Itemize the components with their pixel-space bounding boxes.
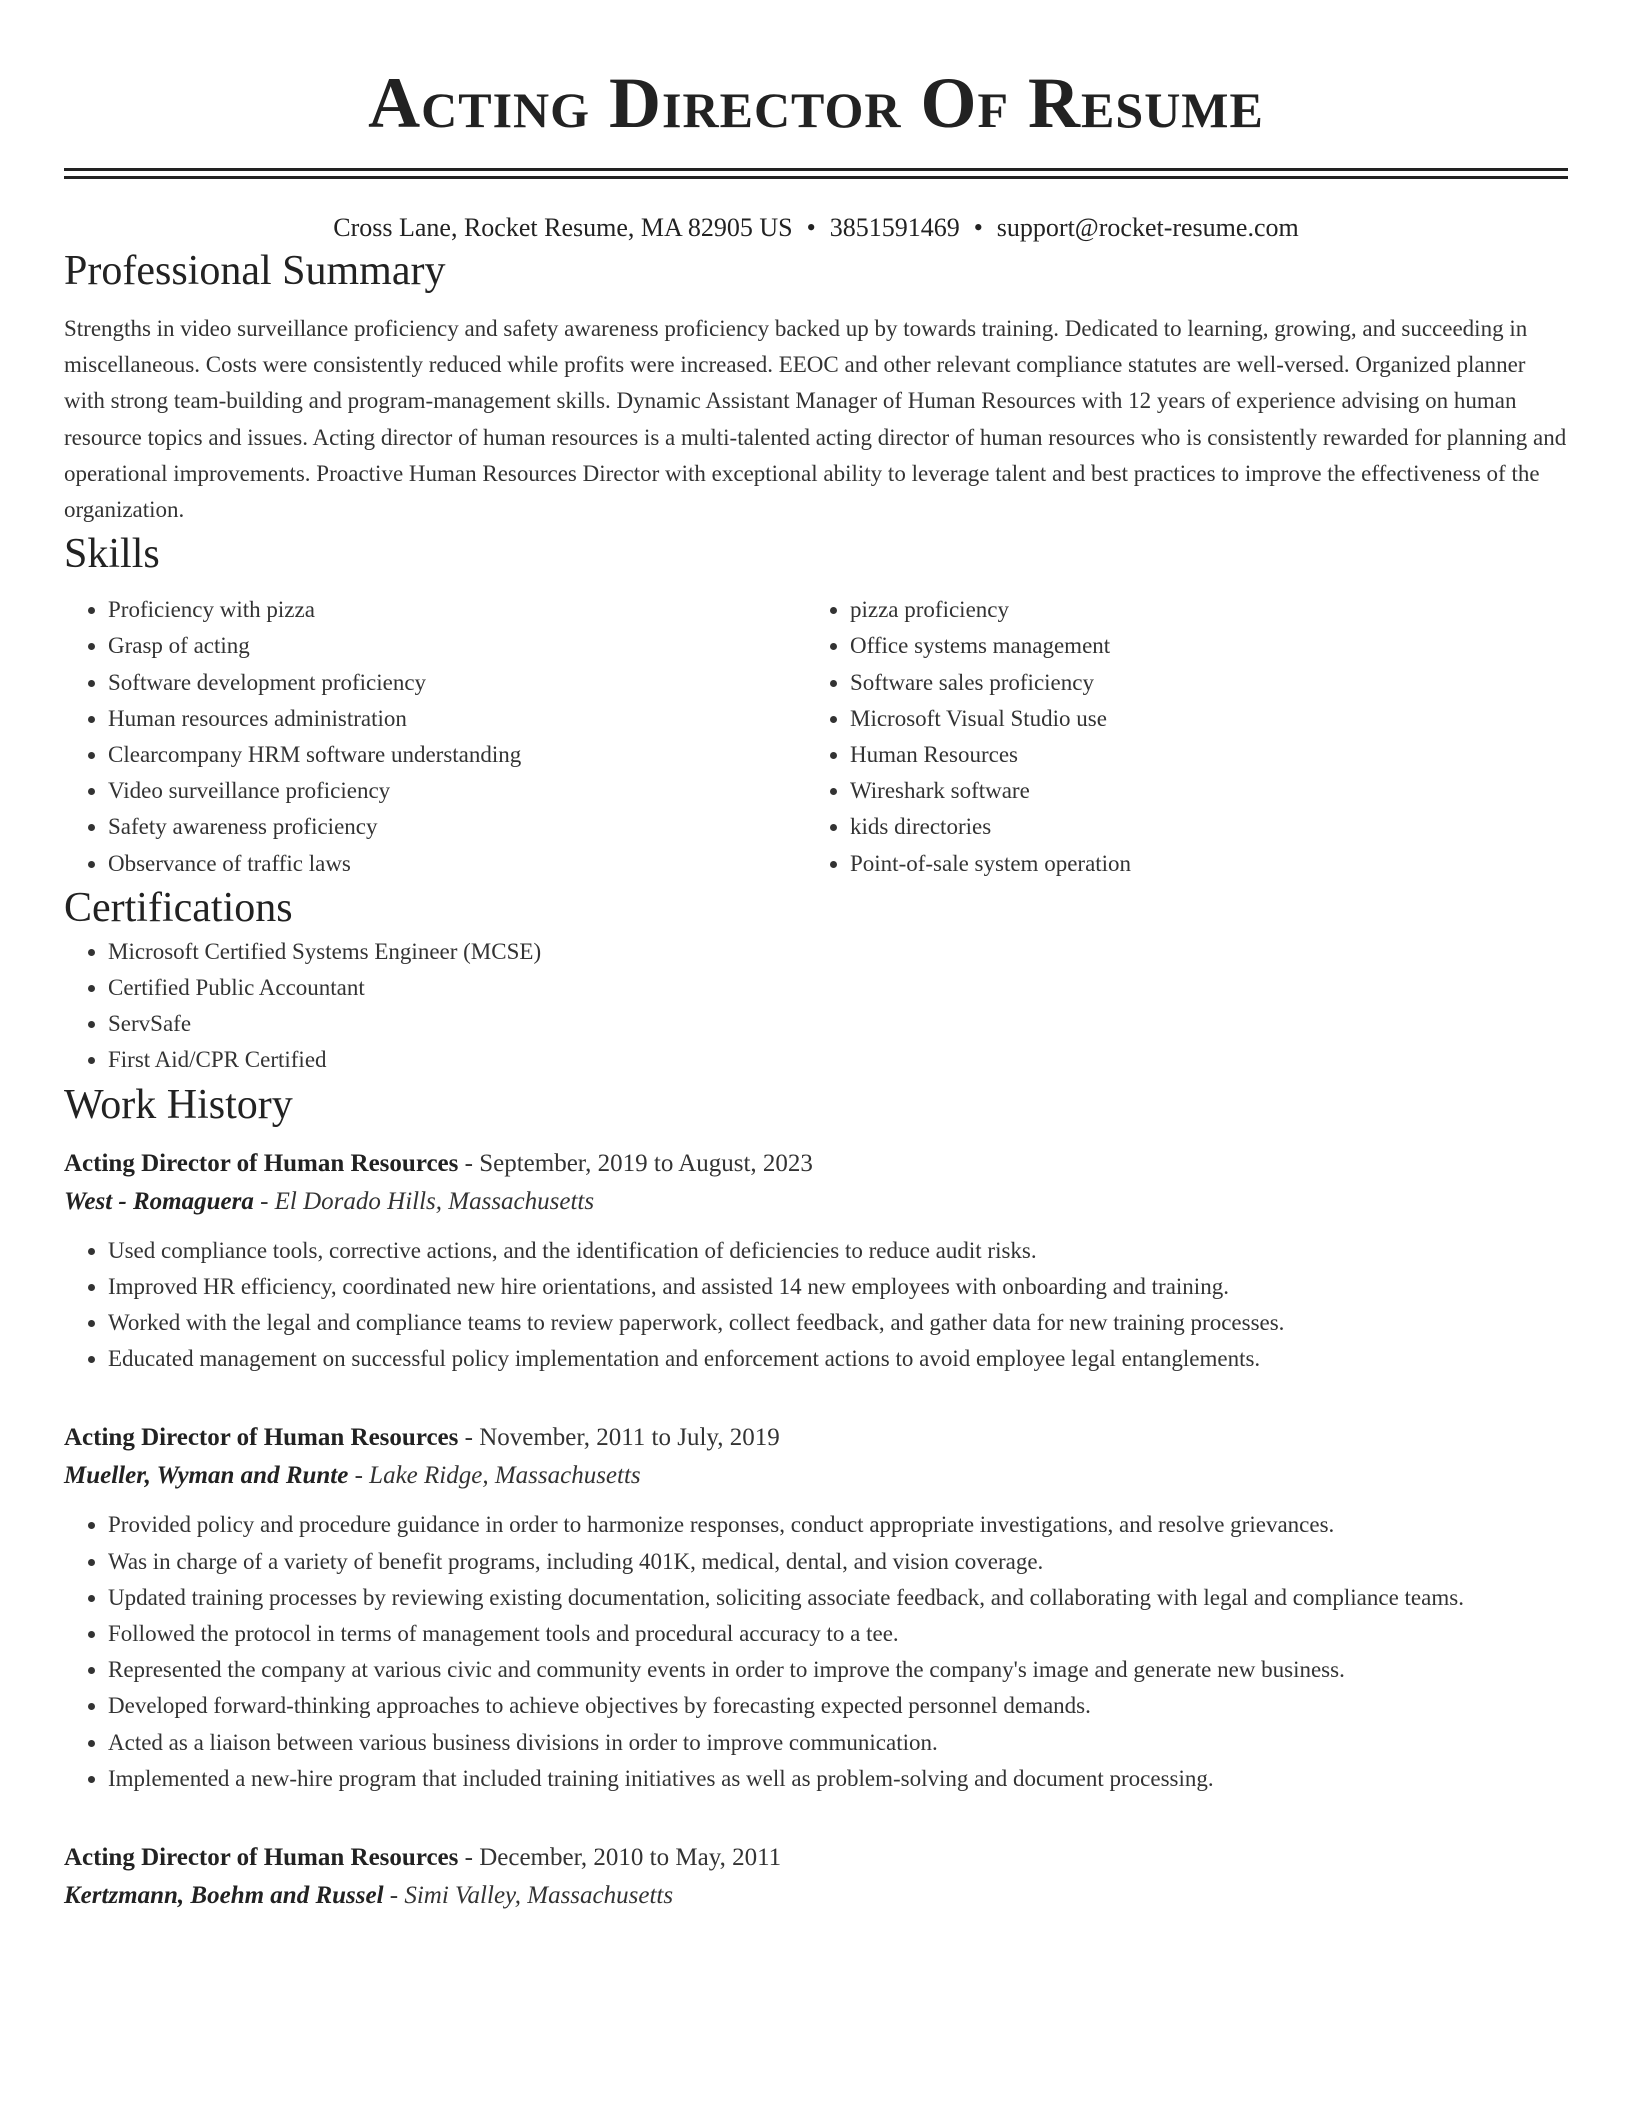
certifications-heading: Certifications <box>64 884 293 931</box>
job-bullet: • Developed forward-thinking approaches to achieve objectives by forecasting expected personnel demands. <box>108 1688 1568 1724</box>
contact-email: support@rocket-resume.com <box>996 213 1299 242</box>
job-bullet: • Educated management on successful policy implementation and enforcement actions to avoid employee legal entanglements. <box>108 1341 1568 1377</box>
contact-phone: 3851591469 <box>829 213 960 242</box>
certification-item: • First Aid/CPR Certified <box>108 1042 1568 1078</box>
employer-name: Mueller, Wyman and Runte <box>64 1462 349 1490</box>
skill-item: • Grasp of acting <box>108 628 806 664</box>
skills-heading: Skills <box>64 531 160 578</box>
job-bullet: • Followed the protocol in terms of management tools and procedural accuracy to a tee. <box>108 1616 1568 1652</box>
contact-line <box>64 211 1568 245</box>
skill-item: • pizza proficiency <box>850 592 1548 628</box>
skills-columns <box>64 592 1568 882</box>
contact-address: Cross Lane, Rocket Resume, MA 82905 US <box>333 213 793 242</box>
job-entry <box>64 1145 1568 1378</box>
resume-name: Acting Director Of Resume <box>368 63 1264 143</box>
job-bullet: • Implemented a new-hire program that included training initiatives as well as problem-solving and document processing. <box>108 1761 1568 1797</box>
job-bullet: • Was in charge of a variety of benefit programs, including 401K, medical, dental, and vision coverage. <box>108 1544 1568 1580</box>
job-dates: - December, 2010 to May, 2011 <box>458 1844 782 1872</box>
job-dates: - November, 2011 to July, 2019 <box>458 1424 780 1452</box>
job-bullet: • Represented the company at various civic and community events in order to improve the company's image and generate new business. <box>108 1652 1568 1688</box>
job-entry <box>64 1419 1568 1797</box>
certification-item: • Certified Public Accountant <box>108 970 1568 1006</box>
certification-item: • Microsoft Certified Systems Engineer (MCSE) <box>108 934 1568 970</box>
job-entry <box>64 1839 1568 1915</box>
job-title-line <box>64 1839 1568 1877</box>
certifications-list <box>64 934 1568 1079</box>
employer-line <box>64 1877 1568 1915</box>
skill-item: • Office systems management <box>850 628 1548 664</box>
skill-item: • Proficiency with pizza <box>108 592 806 628</box>
skill-item: • kids directories <box>850 809 1548 845</box>
resume-page <box>64 0 1568 1915</box>
skill-item: • Microsoft Visual Studio use <box>850 701 1548 737</box>
skill-item: • Observance of traffic laws <box>108 846 806 882</box>
employer-location: - Lake Ridge, Massachusetts <box>348 1462 641 1490</box>
job-title: Acting Director of Human Resources <box>64 1149 459 1177</box>
skill-item: • Software development proficiency <box>108 665 806 701</box>
summary-heading: Professional Summary <box>64 248 446 294</box>
header-double-rule <box>64 168 1568 179</box>
employer-location: - El Dorado Hills, Massachusetts <box>253 1187 595 1215</box>
job-title-line <box>64 1419 1568 1457</box>
contact-separator: • <box>806 213 816 242</box>
certification-item: • ServSafe <box>108 1006 1568 1042</box>
skill-item: • Wireshark software <box>850 773 1548 809</box>
employer-line <box>64 1183 1568 1221</box>
job-bullet: • Worked with the legal and compliance teams to review paperwork, collect feedback, and gather data for new training processes. <box>108 1305 1568 1341</box>
skill-item: • Human resources administration <box>108 701 806 737</box>
skill-item: • Human Resources <box>850 737 1548 773</box>
skills-list-right <box>806 592 1548 882</box>
job-bullets <box>64 1507 1568 1797</box>
work-history-heading: Work History <box>64 1081 293 1128</box>
job-title: Acting Director of Human Resources <box>64 1424 459 1452</box>
job-bullets <box>64 1233 1568 1378</box>
job-bullet: • Provided policy and procedure guidance in order to harmonize responses, conduct appropriate investigations, and resolve grievances. <box>108 1507 1568 1543</box>
job-bullet: • Acted as a liaison between various business divisions in order to improve communication. <box>108 1725 1568 1761</box>
skill-item: • Clearcompany HRM software understanding <box>108 737 806 773</box>
skill-item: • Safety awareness proficiency <box>108 809 806 845</box>
job-bullet: • Used compliance tools, corrective actions, and the identification of deficiencies to reduce audit risks. <box>108 1233 1568 1269</box>
job-bullet: • Updated training processes by reviewing existing documentation, soliciting associate feedback, and collaborating with legal and compliance teams. <box>108 1580 1568 1616</box>
employer-name: West - Romaguera <box>64 1187 254 1215</box>
skill-item: • Point-of-sale system operation <box>850 846 1548 882</box>
contact-separator: • <box>973 213 983 242</box>
employer-name: Kertzmann, Boehm and Russel <box>64 1882 384 1910</box>
job-title: Acting Director of Human Resources <box>64 1844 459 1872</box>
employer-line <box>64 1457 1568 1495</box>
job-dates: - September, 2019 to August, 2023 <box>458 1149 813 1177</box>
job-bullet: • Improved HR efficiency, coordinated new hire orientations, and assisted 14 new employees with onboarding and training. <box>108 1269 1568 1305</box>
skills-list-left <box>64 592 806 882</box>
job-title-line <box>64 1145 1568 1183</box>
skill-item: • Video surveillance proficiency <box>108 773 806 809</box>
skill-item: • Software sales proficiency <box>850 665 1548 701</box>
employer-location: - Simi Valley, Massachusetts <box>383 1882 674 1910</box>
summary-text: Strengths in video surveillance proficiency and safety awareness proficiency backed up by towards training. Dedicated to learning, growing, and succeeding in miscellaneous. Costs were consistently reduced while profits were increased. EEOC and other relevant compliance statutes are well-versed. Organized planner with strong team-building and program-management skills. Dynamic Assistant Manager of Human Resources with 12 years of experience advising on human resource topics and issues. Acting director of human resources is a multi-talented acting director of human resources who is consistently rewarded for planning and operational improvements. Proactive Human Resources Director with exceptional ability to leverage talent and best practices to improve the effectiveness of the organization. <box>64 316 1567 523</box>
